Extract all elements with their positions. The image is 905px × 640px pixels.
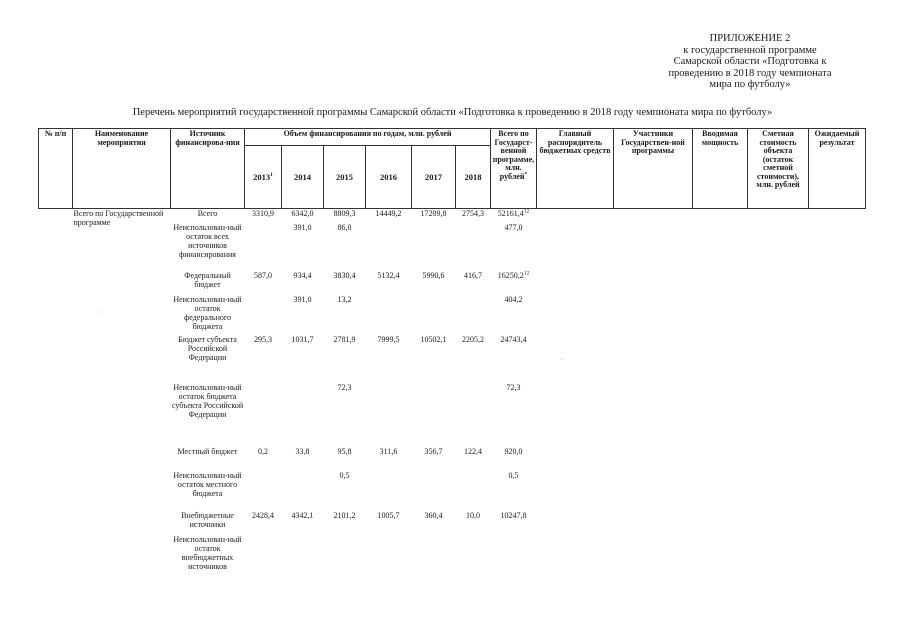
cell-empty <box>748 535 809 571</box>
cell-source: Местный бюджет <box>177 446 238 456</box>
cell-group-name: Всего по Государственной программе <box>73 209 164 227</box>
cell-num <box>39 383 73 447</box>
cell-year-value: 1031,7 <box>291 334 314 344</box>
cell-year-value <box>456 295 491 335</box>
cell-empty <box>614 271 693 295</box>
cell-empty <box>809 447 866 471</box>
cell-empty <box>809 271 866 295</box>
cell-year-value: 7999,5 <box>377 334 400 344</box>
cell-year-value: 416,7 <box>464 270 482 280</box>
cell-total: 404,2 <box>504 294 523 304</box>
cell-year-value: 587,0 <box>254 270 272 280</box>
cell-total: 24743,4 <box>500 334 527 344</box>
header-year: 2014 <box>282 146 324 209</box>
cell-empty <box>693 535 748 571</box>
appendix-block <box>600 33 900 91</box>
cell-year-value <box>282 383 324 447</box>
cell-year-value: 8809,3 <box>333 209 356 218</box>
appendix-line: проведению в 2018 году чемпионата <box>668 67 832 79</box>
cell-num <box>39 535 73 571</box>
cell-empty <box>537 223 614 271</box>
cell-empty <box>614 295 693 335</box>
cell-empty <box>614 335 693 383</box>
cell-year-value: 86,0 <box>337 222 352 232</box>
cell-year-value <box>366 535 412 571</box>
cell-num <box>39 511 73 535</box>
cell-empty <box>748 295 809 335</box>
cell-empty <box>614 535 693 571</box>
cell-empty <box>809 223 866 271</box>
cell-year-value: 3830,4 <box>333 270 356 280</box>
cell-year-value <box>412 383 456 447</box>
cell-empty <box>693 511 748 535</box>
header-total: Всего по Государст-венной программе, млн. рублей* <box>491 129 537 209</box>
cell-empty <box>614 447 693 471</box>
cell-num <box>39 223 73 271</box>
cell-year-value: 391,0 <box>293 294 312 304</box>
cell-source: Внебюджетные источники <box>181 510 234 529</box>
cell-source: Федеральный бюджет <box>184 270 231 289</box>
header-year: 2016 <box>366 146 412 209</box>
cell-empty <box>809 335 866 383</box>
scan-noise: · <box>560 355 563 364</box>
cell-year-value: 14449,2 <box>375 209 402 218</box>
cell-year-value <box>366 471 412 511</box>
cell-empty <box>809 295 866 335</box>
cell-year-value <box>245 295 282 335</box>
cell-year-value: 934,4 <box>293 270 312 280</box>
cell-year-value: 0,2 <box>258 446 268 456</box>
cell-year-value: 5990,6 <box>422 270 445 280</box>
cell-source: Бюджет субъекта Российской Федерации <box>178 334 237 362</box>
cell-year-value: 3310,9 <box>252 209 274 218</box>
cell-empty <box>614 471 693 511</box>
cell-year-value <box>282 535 324 571</box>
cell-year-value <box>412 295 456 335</box>
cell-total: 16250,2$^{12}$ <box>497 269 530 280</box>
cell-source: Неиспользован-ный остаток федерального бюджета <box>173 294 242 331</box>
cell-year-value: 17209,8 <box>420 209 447 218</box>
cell-num <box>39 295 73 335</box>
cell-year-value: 2754,3 <box>462 209 484 218</box>
cell-year-value <box>456 223 491 271</box>
cell-year-value <box>456 383 491 447</box>
cell-year-value: 2205,2 <box>462 334 484 344</box>
cell-empty <box>693 271 748 295</box>
funding-table <box>38 128 866 571</box>
cell-year-value: 5132,4 <box>377 270 400 280</box>
cell-year-value <box>245 471 282 511</box>
cell-year-value: 311,6 <box>379 446 398 456</box>
cell-year-value: 391,0 <box>293 222 312 232</box>
cell-empty <box>693 335 748 383</box>
appendix-line: Самарской области «Подготовка к <box>673 56 827 67</box>
cell-empty <box>693 471 748 511</box>
cell-empty <box>537 383 614 447</box>
cell-empty <box>537 535 614 571</box>
cell-total: 52161,4$^{12}$ <box>497 208 530 218</box>
cell-year-value <box>245 535 282 571</box>
cell-year-value <box>282 471 324 511</box>
cell-year-value: 10,0 <box>466 510 480 520</box>
cell-empty <box>537 511 614 535</box>
appendix-title: ПРИЛОЖЕНИЕ 2 <box>709 33 791 44</box>
cell-source: Неиспользован-ный остаток внебюджетных источников <box>173 534 242 571</box>
cell-year-value: 122,4 <box>464 446 482 456</box>
cell-year-value: 72,3 <box>337 382 352 392</box>
cell-empty <box>693 295 748 335</box>
cell-num <box>39 447 73 471</box>
cell-year-value: 1005,7 <box>377 510 400 520</box>
header-num: № п/п <box>39 129 73 209</box>
cell-year-value <box>456 535 491 571</box>
cell-total <box>491 535 537 571</box>
cell-empty <box>537 447 614 471</box>
cell-total: 920,0 <box>504 446 523 456</box>
cell-year-value <box>412 471 456 511</box>
cell-empty <box>537 209 614 223</box>
header-year: 2015 <box>324 146 366 209</box>
cell-empty <box>537 271 614 295</box>
appendix-line: мира по футболу» <box>709 79 791 90</box>
cell-empty <box>748 223 809 271</box>
cell-year-value <box>366 223 412 271</box>
cell-empty <box>693 447 748 471</box>
header-name: Наименование мероприятия <box>73 129 171 209</box>
cell-empty <box>614 511 693 535</box>
cell-empty <box>537 471 614 511</box>
cell-source: Неиспользован-ный остаток бюджета субъекта Российской Федерации <box>171 382 244 419</box>
header-funding: Объем финансирования по годам, млн. рублей <box>245 129 491 146</box>
cell-empty <box>809 471 866 511</box>
header-year: 2018 <box>456 146 491 209</box>
cell-total: 477,0 <box>504 222 523 232</box>
cell-empty <box>614 223 693 271</box>
cell-empty <box>748 271 809 295</box>
cell-empty <box>748 471 809 511</box>
cell-num <box>39 271 73 295</box>
scan-noise: · <box>100 308 103 317</box>
header-manager: Главный распорядитель бюджетных средств <box>537 129 614 209</box>
cell-source: Неиспользован-ный остаток всех источников финансирования <box>173 222 242 259</box>
cell-empty <box>748 383 809 447</box>
cell-year-value <box>412 535 456 571</box>
cell-year-value: 33,8 <box>295 446 310 456</box>
cell-year-value: 356,7 <box>424 446 443 456</box>
cell-empty <box>809 535 866 571</box>
cell-empty <box>809 511 866 535</box>
header-capacity: Вводимая мощность <box>693 129 748 209</box>
cell-year-value <box>366 295 412 335</box>
header-estimate: Сметная стоимость объекта (остаток сметной стоимости), млн. рублей <box>748 129 809 209</box>
cell-empty <box>693 383 748 447</box>
cell-year-value <box>324 535 366 571</box>
appendix-line: к государственной программе <box>683 44 817 56</box>
cell-year-value: 295,3 <box>254 334 272 344</box>
table-body <box>39 209 866 571</box>
cell-year-value: 6342,0 <box>291 209 314 218</box>
header-result: Ожидаемый результат <box>809 129 866 209</box>
cell-empty <box>614 209 693 223</box>
cell-empty <box>693 209 748 223</box>
cell-source: Всего <box>197 209 218 218</box>
cell-num <box>39 335 73 383</box>
header-year: 2013$^1$ <box>245 146 282 209</box>
cell-year-value: 0,5 <box>339 470 350 480</box>
document-title: Перечень мероприятий государственной программы Самарской области «Подготовка к проведению в 2018 году чемпионата мира по футболу» <box>132 107 773 118</box>
header-year: 2017 <box>412 146 456 209</box>
cell-year-value: 360,4 <box>424 510 443 520</box>
cell-year-value: 2781,9 <box>333 334 356 344</box>
cell-total: 0,5 <box>508 470 519 480</box>
cell-total: 72,3 <box>506 382 521 392</box>
cell-num <box>39 209 73 223</box>
table-row <box>39 209 866 223</box>
cell-total: 10247,8 <box>500 510 527 520</box>
cell-year-value: 2101,2 <box>333 510 356 520</box>
cell-year-value <box>456 471 491 511</box>
cell-year-value: 13,2 <box>337 294 352 304</box>
cell-empty <box>693 223 748 271</box>
cell-empty <box>748 511 809 535</box>
cell-num <box>39 471 73 511</box>
cell-year-value: 10502,1 <box>420 334 447 344</box>
cell-empty <box>614 383 693 447</box>
cell-year-value <box>245 383 282 447</box>
cell-year-value: 4342,1 <box>291 510 314 520</box>
cell-source: Неиспользован-ный остаток местного бюджета <box>173 470 242 498</box>
header-source: Источник финансирова-ния <box>171 129 245 209</box>
cell-empty <box>537 295 614 335</box>
cell-year-value <box>245 223 282 271</box>
cell-empty <box>748 335 809 383</box>
cell-empty <box>748 209 809 223</box>
cell-year-value <box>412 223 456 271</box>
cell-empty <box>748 447 809 471</box>
cell-empty <box>809 383 866 447</box>
cell-year-value <box>366 383 412 447</box>
cell-year-value: 2428,4 <box>252 510 274 520</box>
cell-empty <box>537 335 614 383</box>
header-participants: Участники Государствен-ной программы <box>614 129 693 209</box>
cell-year-value: 95,8 <box>337 446 352 456</box>
cell-empty <box>809 209 866 223</box>
